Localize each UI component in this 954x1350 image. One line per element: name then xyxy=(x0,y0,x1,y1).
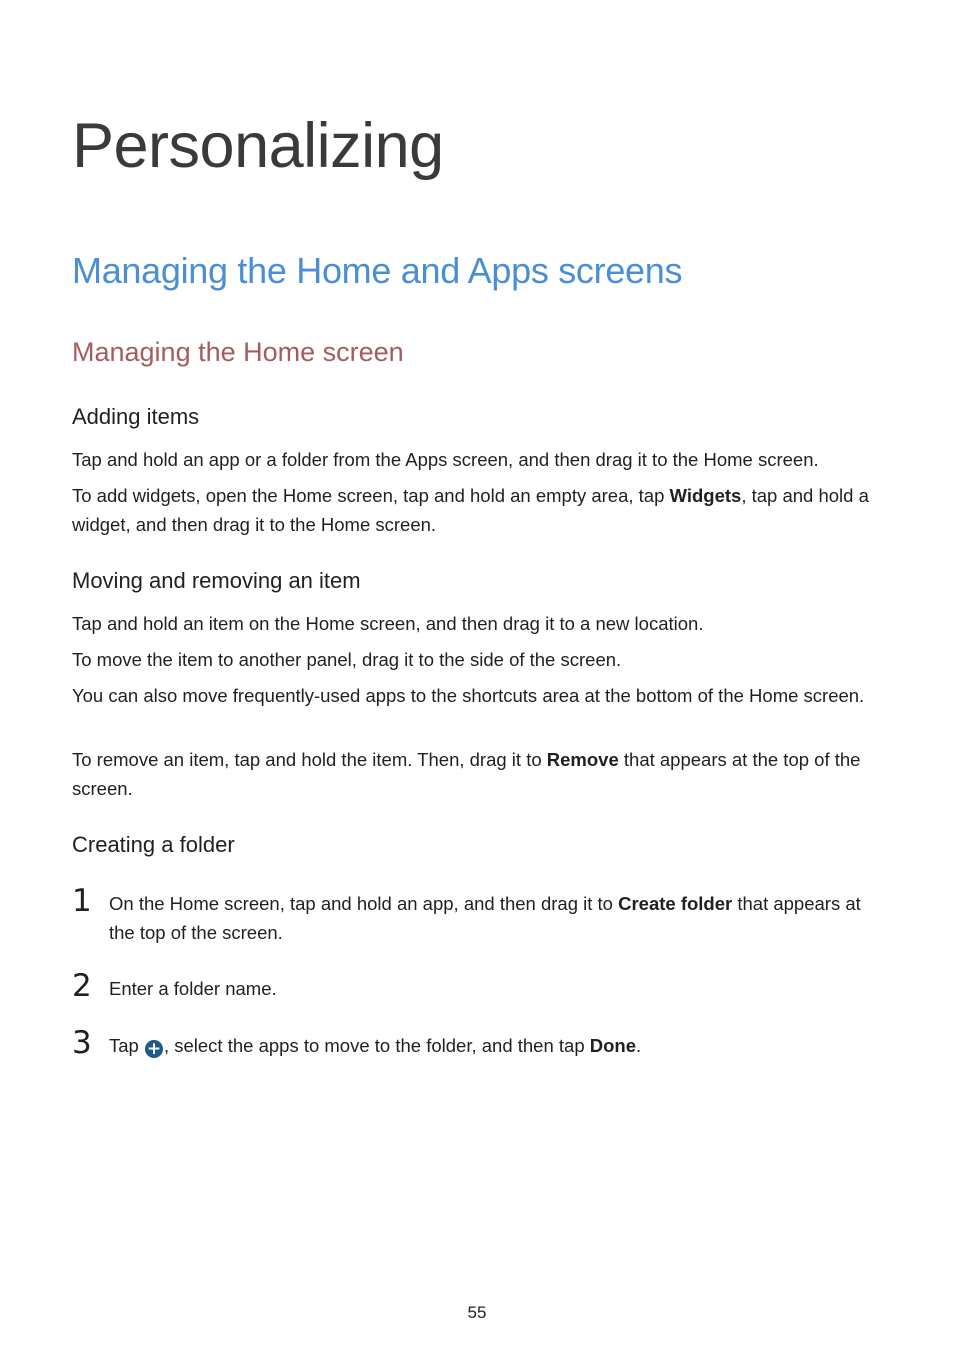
adding-items-paragraph-2: To add widgets, open the Home screen, tap and hold an empty area, tap Widgets, tap and hold a widget, and then drag it to the Home screen. xyxy=(72,485,869,535)
step-number-1: 1 xyxy=(72,883,92,919)
moving-paragraph-2: To move the item to another panel, drag it to the side of the screen. xyxy=(72,649,622,670)
step-text-2: Enter a folder name. xyxy=(109,978,277,999)
moving-paragraph-1: Tap and hold an item on the Home screen, and then drag it to a new location. xyxy=(72,613,704,634)
page-number: 55 xyxy=(467,1303,487,1322)
done-term: Done xyxy=(589,1035,636,1056)
moving-removing-heading: Moving and removing an item xyxy=(72,568,361,593)
step-number-3: 3 xyxy=(72,1025,92,1061)
moving-paragraph-3: You can also move frequently-used apps to the shortcuts area at the bottom of the Home screen. xyxy=(72,685,865,706)
create-folder-term: Create folder xyxy=(618,893,733,914)
adding-items-paragraph-1: Tap and hold an app or a folder from the Apps screen, and then drag it to the Home screen. xyxy=(72,449,819,470)
step-text-3: Tap + , select the apps to move to the folder, and then tap Done. xyxy=(109,1035,642,1059)
creating-folder-heading: Creating a folder xyxy=(72,832,235,857)
remove-term: Remove xyxy=(546,749,619,770)
step-text-1: On the Home screen, tap and hold an app, and then drag it to Create folder that appears at the top of the screen. xyxy=(109,893,861,943)
adding-items-heading: Adding items xyxy=(72,404,200,429)
chapter-title: Personalizing xyxy=(72,111,444,181)
plus-circle-icon: + xyxy=(146,1039,162,1059)
widgets-term: Widgets xyxy=(669,485,742,506)
subsection-title: Managing the Home screen xyxy=(72,337,404,367)
moving-paragraph-4: To remove an item, tap and hold the item. Then, drag it to Remove that appears at the top of the screen. xyxy=(72,749,861,799)
section-title: Managing the Home and Apps screens xyxy=(72,250,683,291)
step-number-2: 2 xyxy=(72,968,92,1004)
